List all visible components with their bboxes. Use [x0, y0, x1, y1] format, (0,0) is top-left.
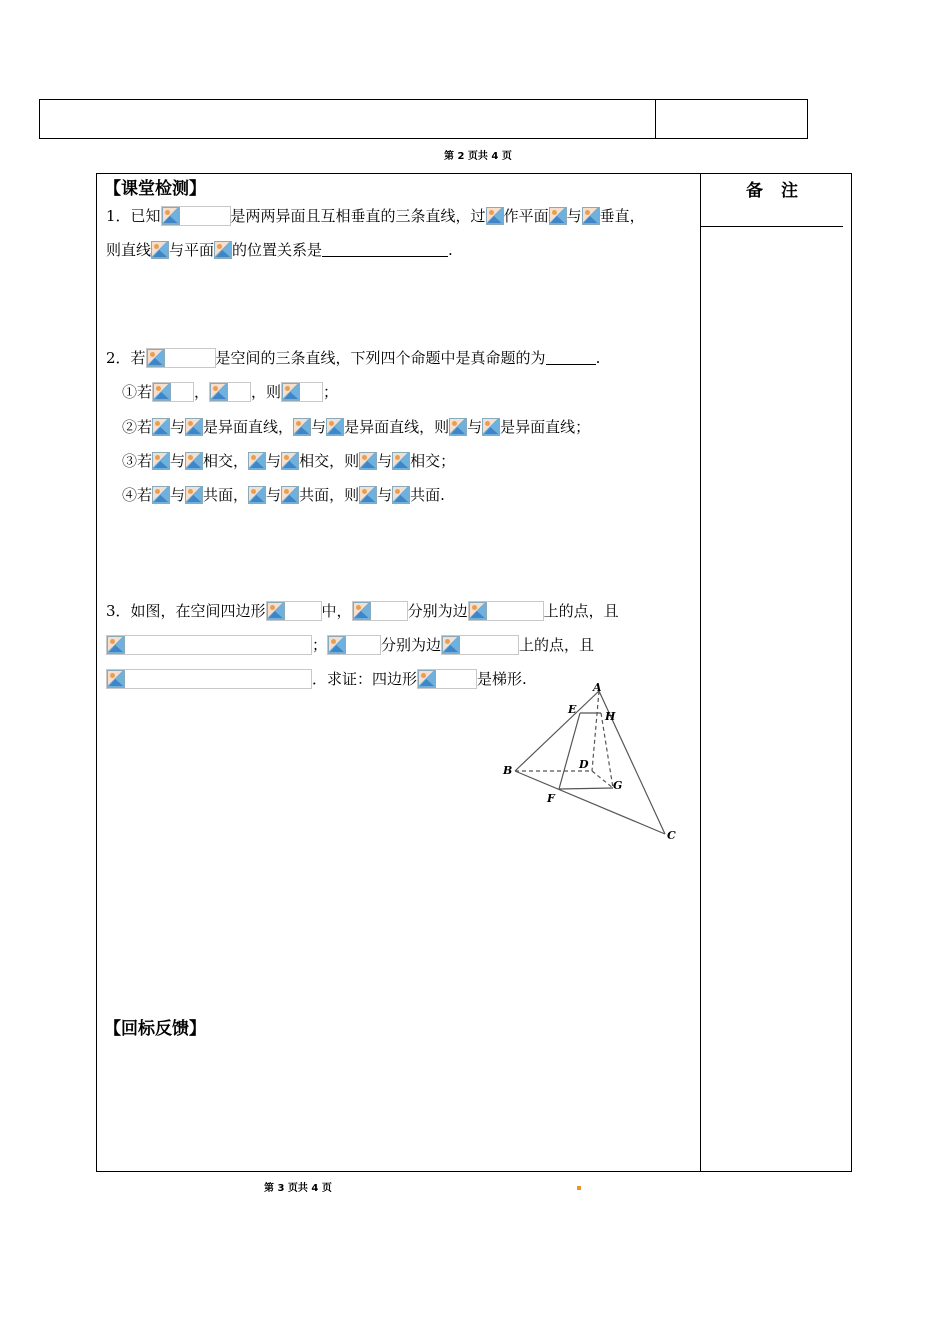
- edge-dc: [592, 771, 613, 788]
- formula-image: [441, 635, 519, 655]
- formula-image: [352, 601, 408, 621]
- image-icon: [185, 452, 203, 470]
- image-icon: [248, 486, 266, 504]
- label-e: E: [568, 703, 577, 716]
- option-text: 共面，: [203, 486, 249, 504]
- image-icon: [282, 383, 300, 401]
- option-text: 相交；: [410, 452, 456, 470]
- image-icon: [442, 636, 460, 654]
- formula-image: [152, 382, 194, 402]
- label-g: G: [613, 779, 623, 792]
- label-b: B: [503, 764, 513, 777]
- formula-image: [266, 601, 322, 621]
- q1-text: 则直线: [106, 241, 152, 259]
- image-icon: [147, 349, 165, 367]
- label-h: H: [605, 710, 616, 723]
- image-icon: [392, 486, 410, 504]
- image-icon: [482, 418, 500, 436]
- option-text: ，则: [251, 383, 282, 401]
- option-text: ③若: [122, 452, 153, 470]
- label-f: F: [547, 792, 555, 805]
- image-icon: [549, 207, 567, 225]
- q3-text: 是梯形.: [477, 670, 527, 688]
- formula-image: [209, 382, 251, 402]
- image-icon: [293, 418, 311, 436]
- marker-dot: [577, 1186, 581, 1190]
- image-icon: [152, 418, 170, 436]
- edge-ad: [592, 691, 599, 771]
- notes-rule: [700, 226, 843, 227]
- image-icon: [418, 670, 436, 688]
- notes-column-divider: [700, 174, 701, 1171]
- image-icon: [107, 670, 125, 688]
- option-text: 共面.: [410, 486, 445, 504]
- edge-ef: [559, 713, 580, 789]
- option-text: 与: [377, 452, 393, 470]
- formula-image: [146, 348, 216, 368]
- q3-text: 分别为边: [407, 602, 468, 620]
- option-text: 是异面直线，: [203, 418, 294, 436]
- q2-text: .: [595, 349, 601, 367]
- q2-option4: [122, 484, 445, 506]
- image-icon: [267, 602, 285, 620]
- option-text: 与: [266, 452, 282, 470]
- option-text: 与: [377, 486, 393, 504]
- edge-bc: [515, 771, 665, 834]
- image-icon: [281, 452, 299, 470]
- q3-text: 3．如图，在空间四边形: [106, 602, 266, 620]
- image-icon: [185, 486, 203, 504]
- image-icon: [359, 486, 377, 504]
- option-text: 与: [266, 486, 282, 504]
- answer-blank[interactable]: [322, 242, 448, 257]
- image-icon: [162, 207, 180, 225]
- q2-option3: [122, 450, 455, 472]
- image-icon: [248, 452, 266, 470]
- q1-line1: [106, 205, 645, 227]
- image-icon: [152, 486, 170, 504]
- q2-text: 2．若: [106, 349, 146, 367]
- label-d: D: [579, 758, 589, 771]
- image-icon: [153, 383, 171, 401]
- image-icon: [326, 418, 344, 436]
- q1-text: 与平面: [169, 241, 215, 259]
- notes-heading: 备 注: [746, 181, 804, 201]
- q3-text: 上的点，且: [543, 602, 619, 620]
- q2-option1: [122, 381, 338, 403]
- q3-line2: [106, 634, 594, 656]
- q1-text: 作平面: [503, 207, 549, 225]
- table-column-divider: [655, 100, 656, 138]
- option-text: 与: [467, 418, 483, 436]
- option-text: ④若: [122, 486, 153, 504]
- option-text: 与: [170, 486, 186, 504]
- option-text: 是异面直线；: [500, 418, 591, 436]
- image-icon: [353, 602, 371, 620]
- q3-line1: [106, 600, 619, 622]
- image-icon: [582, 207, 600, 225]
- image-icon: [486, 207, 504, 225]
- image-icon: [449, 418, 467, 436]
- q1-text: 垂直，: [599, 207, 645, 225]
- previous-page-table: [39, 99, 808, 139]
- section-feedback: 【回标反馈】: [104, 1019, 206, 1039]
- option-text: 与: [170, 418, 186, 436]
- formula-image: [417, 669, 477, 689]
- formula-image: [281, 382, 323, 402]
- q2-option2: [122, 416, 590, 438]
- formula-image: [106, 635, 312, 655]
- option-text: 共面，则: [299, 486, 360, 504]
- image-icon: [151, 241, 169, 259]
- q3-text: 中，: [321, 602, 352, 620]
- q1-text: 的位置关系是: [232, 241, 323, 259]
- image-icon: [185, 418, 203, 436]
- section-classroom-check: 【课堂检测】: [104, 179, 206, 199]
- option-text: 与: [311, 418, 327, 436]
- option-text: 是异面直线，则: [344, 418, 450, 436]
- image-icon: [281, 486, 299, 504]
- label-a: A: [593, 681, 602, 694]
- image-icon: [359, 452, 377, 470]
- option-text: 相交，: [203, 452, 249, 470]
- option-text: 与: [170, 452, 186, 470]
- label-c: C: [667, 829, 676, 842]
- q3-text: ．求证：四边形: [312, 670, 418, 688]
- q1-text: 与: [566, 207, 582, 225]
- image-icon: [328, 636, 346, 654]
- q3-text: ；: [312, 636, 328, 654]
- image-icon: [152, 452, 170, 470]
- option-text: ①若: [122, 383, 153, 401]
- q3-text: 分别为边: [381, 636, 442, 654]
- formula-image: [161, 206, 231, 226]
- image-icon: [107, 636, 125, 654]
- quadrilateral-figure: [495, 676, 695, 846]
- edge-fg: [559, 788, 613, 789]
- footer-page-2: 第 2 页共 4 页: [444, 151, 512, 162]
- option-text: 相交，则: [299, 452, 360, 470]
- edge-hg: [601, 713, 613, 788]
- footer-page-3: 第 3 页共 4 页: [264, 1183, 332, 1194]
- formula-image: [468, 601, 544, 621]
- formula-image: [327, 635, 381, 655]
- image-icon: [469, 602, 487, 620]
- image-icon: [392, 452, 410, 470]
- formula-image: [106, 669, 312, 689]
- option-text: ，: [194, 383, 210, 401]
- q1-line2: [106, 239, 453, 261]
- image-icon: [214, 241, 232, 259]
- q3-text: 上的点，且: [519, 636, 595, 654]
- q1-text: 是两两异面且互相垂直的三条直线，过: [230, 207, 486, 225]
- q2-text: 是空间的三条直线，下列四个命题中是真命题的为: [215, 349, 546, 367]
- q1-text: 1．已知: [106, 207, 161, 225]
- option-text: ；: [323, 383, 339, 401]
- q1-text: .: [448, 241, 453, 259]
- option-text: ②若: [122, 418, 153, 436]
- image-icon: [210, 383, 228, 401]
- q3-line3: [106, 668, 527, 690]
- answer-blank[interactable]: [546, 350, 596, 365]
- q2-line1: [106, 347, 600, 369]
